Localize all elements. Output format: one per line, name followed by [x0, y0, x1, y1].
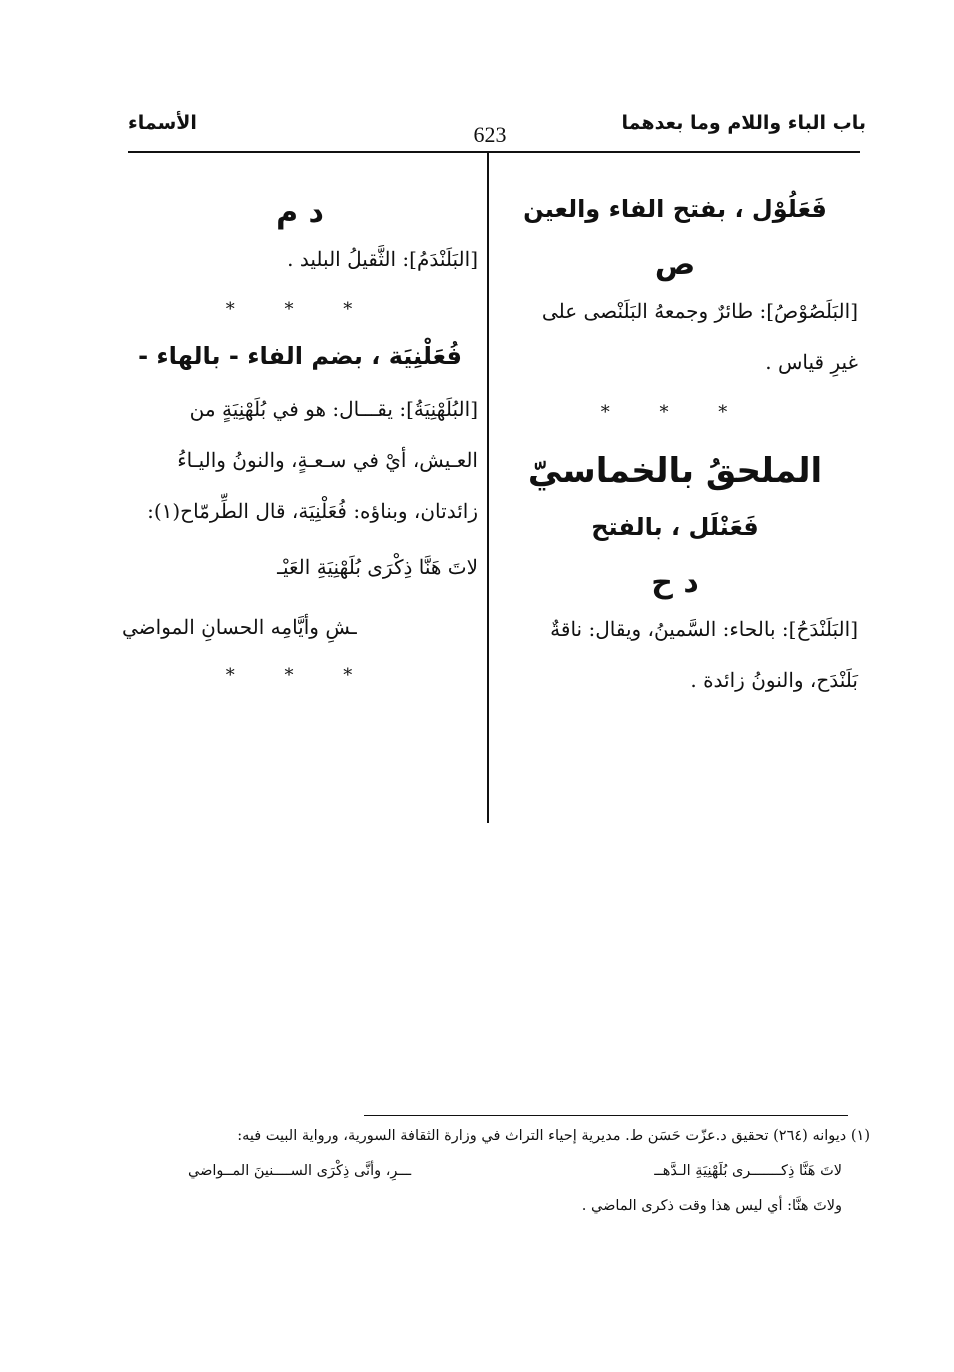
footnote-line: (١) ديوانه (٢٦٤) تحقيق د.عزّت حَسَن ط. مديرية إحياء التراث في وزارة الثقافة السورية، ورواية البيت فيه:	[237, 1128, 870, 1144]
section-title: الأسماء	[128, 112, 197, 134]
verse-line: لاتَ هَنَّا ذِكْرَى بُلَهْنِيَةِ العَيْـ	[277, 555, 478, 579]
entry-line: [البُلَهْنِيَةُ]: يقـــال: هو في بُلَهْنِيَةٍ من	[189, 397, 478, 421]
root-heading: د م	[276, 195, 324, 230]
footnote-verse-first-hemistich: لاتَ هَنَّا ذِكـــــــرى بُلَهْنِيَةِ الـدَّهــ	[654, 1163, 842, 1179]
verse-line: ـشِ وأيَّامِه الحسانِ المواضي	[122, 615, 357, 639]
root-heading: د ح	[651, 565, 699, 600]
page-number: 623	[473, 122, 507, 147]
entry-line: العـيش، أيْ في سـعـةٍ، والنونُ واليـاءُ	[177, 448, 478, 472]
entry-line: غيرِ قياس .	[765, 350, 858, 374]
entry-line: [البَلَنْدَحُ]: بالحاء: السَّمينُ، ويقال: ناقةٌ	[550, 617, 858, 641]
chapter-title: باب الباء واللام وما بعدهما	[621, 112, 866, 134]
left-column	[122, 185, 478, 686]
column-divider	[487, 153, 489, 823]
footnote-rule	[364, 1115, 848, 1116]
section-separator: * * *	[225, 665, 375, 686]
entry-line: بَلَنْدَح، والنونُ زائدة .	[690, 668, 858, 692]
root-heading: ص	[654, 247, 696, 282]
pattern-heading: فَعَلُوْل ، بفتح الفاء والعين	[523, 195, 827, 223]
chapter-heading: الملحقُ بالخماسيّ	[527, 451, 823, 491]
pattern-heading: فَعَنْلَل ، بالفتح	[591, 513, 759, 541]
right-column	[492, 185, 858, 706]
header-rule	[128, 151, 860, 153]
pattern-heading: فُعَلْنِيَة ، بضم الفاء - بالهاء -	[138, 342, 462, 370]
section-separator: * * *	[225, 299, 375, 320]
entry-line: [البَلَصُوْصُ]: طائرٌ وجمعهُ البَلَنْصى على	[541, 299, 858, 323]
footnote-verse-second-hemistich: ـــرِ، وأنَّى ذِكْرَى الســــنينَ المــواضي	[188, 1163, 412, 1179]
entry-line: زائدتان، وبناؤه: فُعَلْنِيَة، قال الطِّرمّاح(١):	[147, 499, 478, 523]
section-separator: * * *	[600, 402, 750, 423]
entry-line: [البَلَنْدَمُ]: الثَّقيلُ البليد .	[287, 247, 478, 271]
footnote-line: ولاتَ هنَّا: أي ليس هذا وقت ذكرى الماضي .	[581, 1198, 842, 1214]
